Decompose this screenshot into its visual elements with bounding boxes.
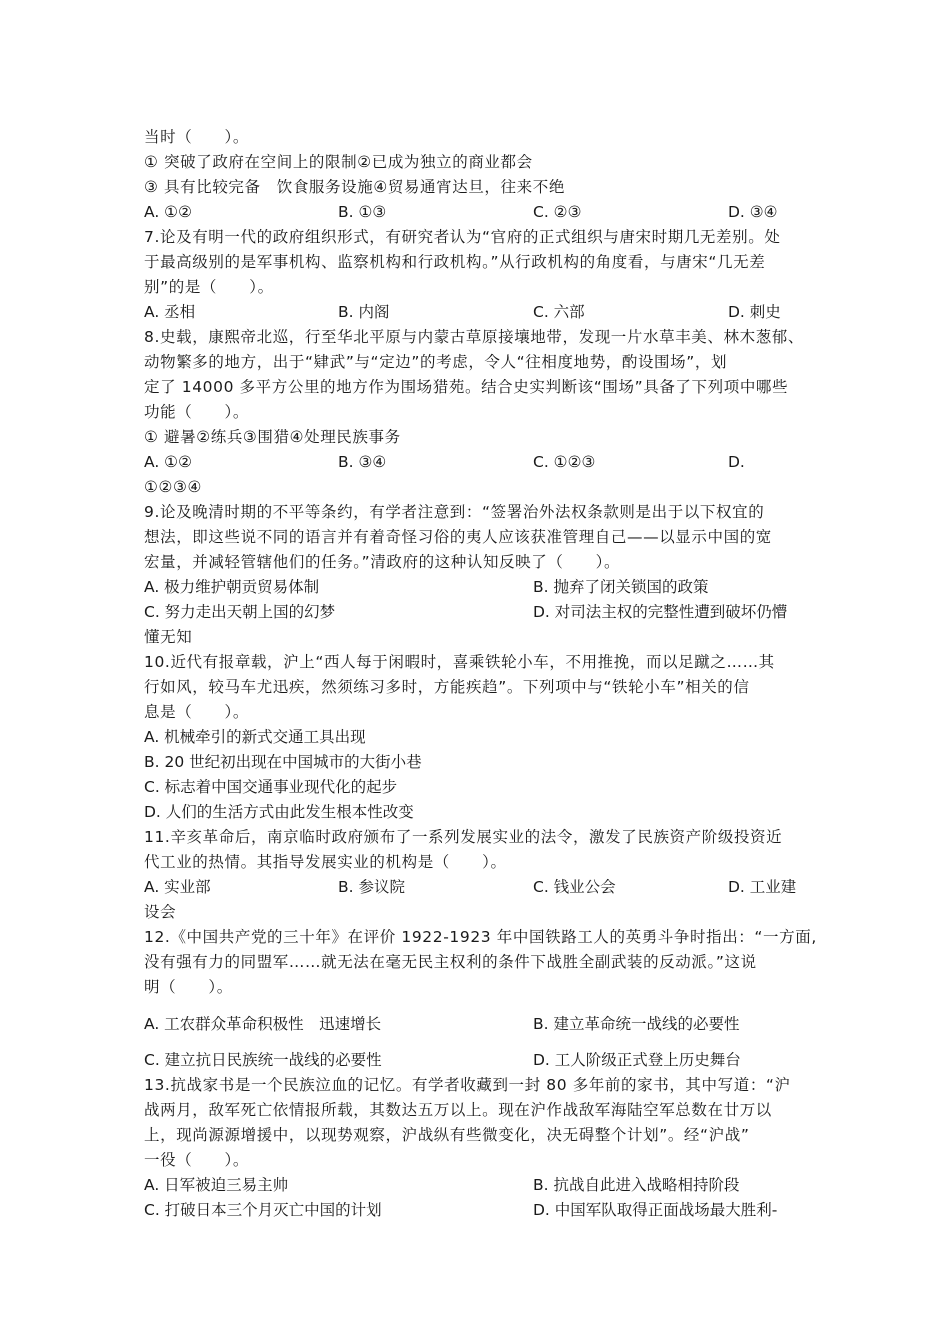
q11-option-d: D. 工业建 [728, 878, 797, 896]
q12-option-d: D. 工人阶级正式登上历史舞台 [533, 1051, 741, 1069]
q9-option-d: D. 对司法主权的完整性遭到破坏仍懵 [533, 603, 788, 621]
q12-line-2: 没有强有力的同盟军……就无法在毫无民主权利的条件下战胜全副武装的反动派。”这说 [144, 953, 757, 971]
q13-option-a: A. 日军被迫三易主帅 [144, 1176, 289, 1194]
q9-option-c: C. 努力走出天朝上国的幻梦 [144, 603, 336, 621]
q6-option-d: D. ③④ [728, 203, 778, 221]
q11-option-b: B. 参议院 [338, 878, 405, 896]
q11-line-2: 代工业的热情。其指导发展实业的机构是（ ）。 [144, 853, 507, 871]
q13-option-b: B. 抗战自此进入战略相持阶段 [533, 1176, 740, 1194]
q7-option-c: C. 六部 [533, 303, 585, 321]
q7-line-1: 7.论及有明一代的政府组织形式，有研究者认为“官府的正式组织与唐宋时期几无差别。处 [144, 228, 781, 246]
q11-option-d-wrap: 设会 [144, 903, 177, 921]
q6-statement-1: ① 突破了政府在空间上的限制②已成为独立的商业都会 [144, 153, 533, 171]
q13-line-1: 13.抗战家书是一个民族泣血的记忆。有学者收藏到一封 80 多年前的家书，其中写道：“沪 [144, 1076, 791, 1094]
q10-option-c: C. 标志着中国交通事业现代化的起步 [144, 778, 398, 796]
q11-option-a: A. 实业部 [144, 878, 211, 896]
q12-option-c: C. 建立抗日民族统一战线的必要性 [144, 1051, 382, 1069]
q6-tail: 当时（ ）。 [144, 128, 249, 146]
q7-line-2: 于最高级别的是军事机构、监察机构和行政机构。”从行政机构的角度看，与唐宋“几无差 [144, 253, 766, 271]
q7-option-a: A. 丞相 [144, 303, 196, 321]
q13-line-3: 上，现尚源源增援中，以现势观察，沪战纵有些微变化，决无碍整个计划”。经“沪战” [144, 1126, 750, 1144]
q12-line-3: 明（ ）。 [144, 978, 233, 996]
q8-line-3: 定了 14000 多平方公里的地方作为围场猎苑。结合史实判断该“围场”具备了下列项中哪些 [144, 378, 789, 396]
q8-line-4: 功能（ ）。 [144, 403, 249, 421]
q7-option-b: B. 内阁 [338, 303, 390, 321]
q9-line-1: 9.论及晚清时期的不平等条约，有学者注意到：“签署治外法权条款则是出于以下权宜的 [144, 503, 765, 521]
q10-line-1: 10.近代有报章载，沪上“西人每于闲暇时，喜乘铁轮小车，不用推挽，而以足蹴之……其 [144, 653, 775, 671]
q9-line-2: 想法，即这些说不同的语言并有着奇怪习俗的夷人应该获准管理自己——以显示中国的宽 [144, 528, 772, 546]
q12-line-1: 12.《中国共产党的三十年》在评价 1922-1923 年中国铁路工人的英勇斗争时指出：“一方面, [144, 928, 817, 946]
q8-line-1: 8.史载，康熙帝北巡，行至华北平原与内蒙古草原接壤地带，发现一片水草丰美、林木葱郁、 [144, 328, 804, 346]
q11-line-1: 11.辛亥革命后，南京临时政府颁布了一系列发展实业的法令，激发了民族资产阶级投资近 [144, 828, 783, 846]
q8-option-d: D. [728, 453, 745, 471]
q8-option-d-wrap: ①②③④ [144, 478, 202, 496]
q6-option-c: C. ②③ [533, 203, 582, 221]
q13-line-2: 战两月，敌军死亡依情报所载，其数达五万以上。现在沪作战敌军海陆空军总数在廿万以 [144, 1101, 772, 1119]
q9-line-3: 宏量，并减轻管辖他们的任务。”清政府的这种认知反映了（ ）。 [144, 553, 621, 571]
q8-statements: ① 避暑②练兵③围猎④处理民族事务 [144, 428, 401, 446]
q10-line-2: 行如风，较马车尤迅疾，然须练习多时，方能疾趋”。下列项中与“铁轮小车”相关的信 [144, 678, 750, 696]
q6-statement-2: ③ 具有比较完备 饮食服务设施④贸易通宵达旦，往来不绝 [144, 178, 565, 196]
q7-option-d: D. 刺史 [728, 303, 781, 321]
q8-option-a: A. ①② [144, 453, 192, 471]
q8-line-2: 动物繁多的地方，出于“肄武”与“定边”的考虑，令人“往相度地势，酌设围场”，划 [144, 353, 728, 371]
q7-line-3: 别”的是（ ）。 [144, 278, 274, 296]
q9-option-d-wrap: 懂无知 [144, 628, 193, 646]
q13-line-4: 一役（ ）。 [144, 1151, 249, 1169]
q10-option-b: B. 20 世纪初出现在中国城市的大街小巷 [144, 753, 422, 771]
q9-option-b: B. 抛弃了闭关锁国的政策 [533, 578, 709, 596]
q10-option-a: A. 机械牵引的新式交通工具出现 [144, 728, 366, 746]
q12-option-a: A. 工农群众革命积极性 迅速增长 [144, 1015, 382, 1033]
q6-option-a: A. ①② [144, 203, 192, 221]
q8-option-c: C. ①②③ [533, 453, 596, 471]
q6-option-b: B. ①③ [338, 203, 387, 221]
q11-option-c: C. 钱业公会 [533, 878, 616, 896]
q9-option-a: A. 极力维护朝贡贸易体制 [144, 578, 320, 596]
q13-option-c: C. 打破日本三个月灭亡中国的计划 [144, 1201, 382, 1219]
q10-option-d: D. 人们的生活方式由此发生根本性改变 [144, 803, 414, 821]
q10-line-3: 息是（ ）。 [144, 703, 249, 721]
q13-option-d: D. 中国军队取得正面战场最大胜利- [533, 1201, 778, 1219]
q12-option-b: B. 建立革命统一战线的必要性 [533, 1015, 740, 1033]
q8-option-b: B. ③④ [338, 453, 387, 471]
